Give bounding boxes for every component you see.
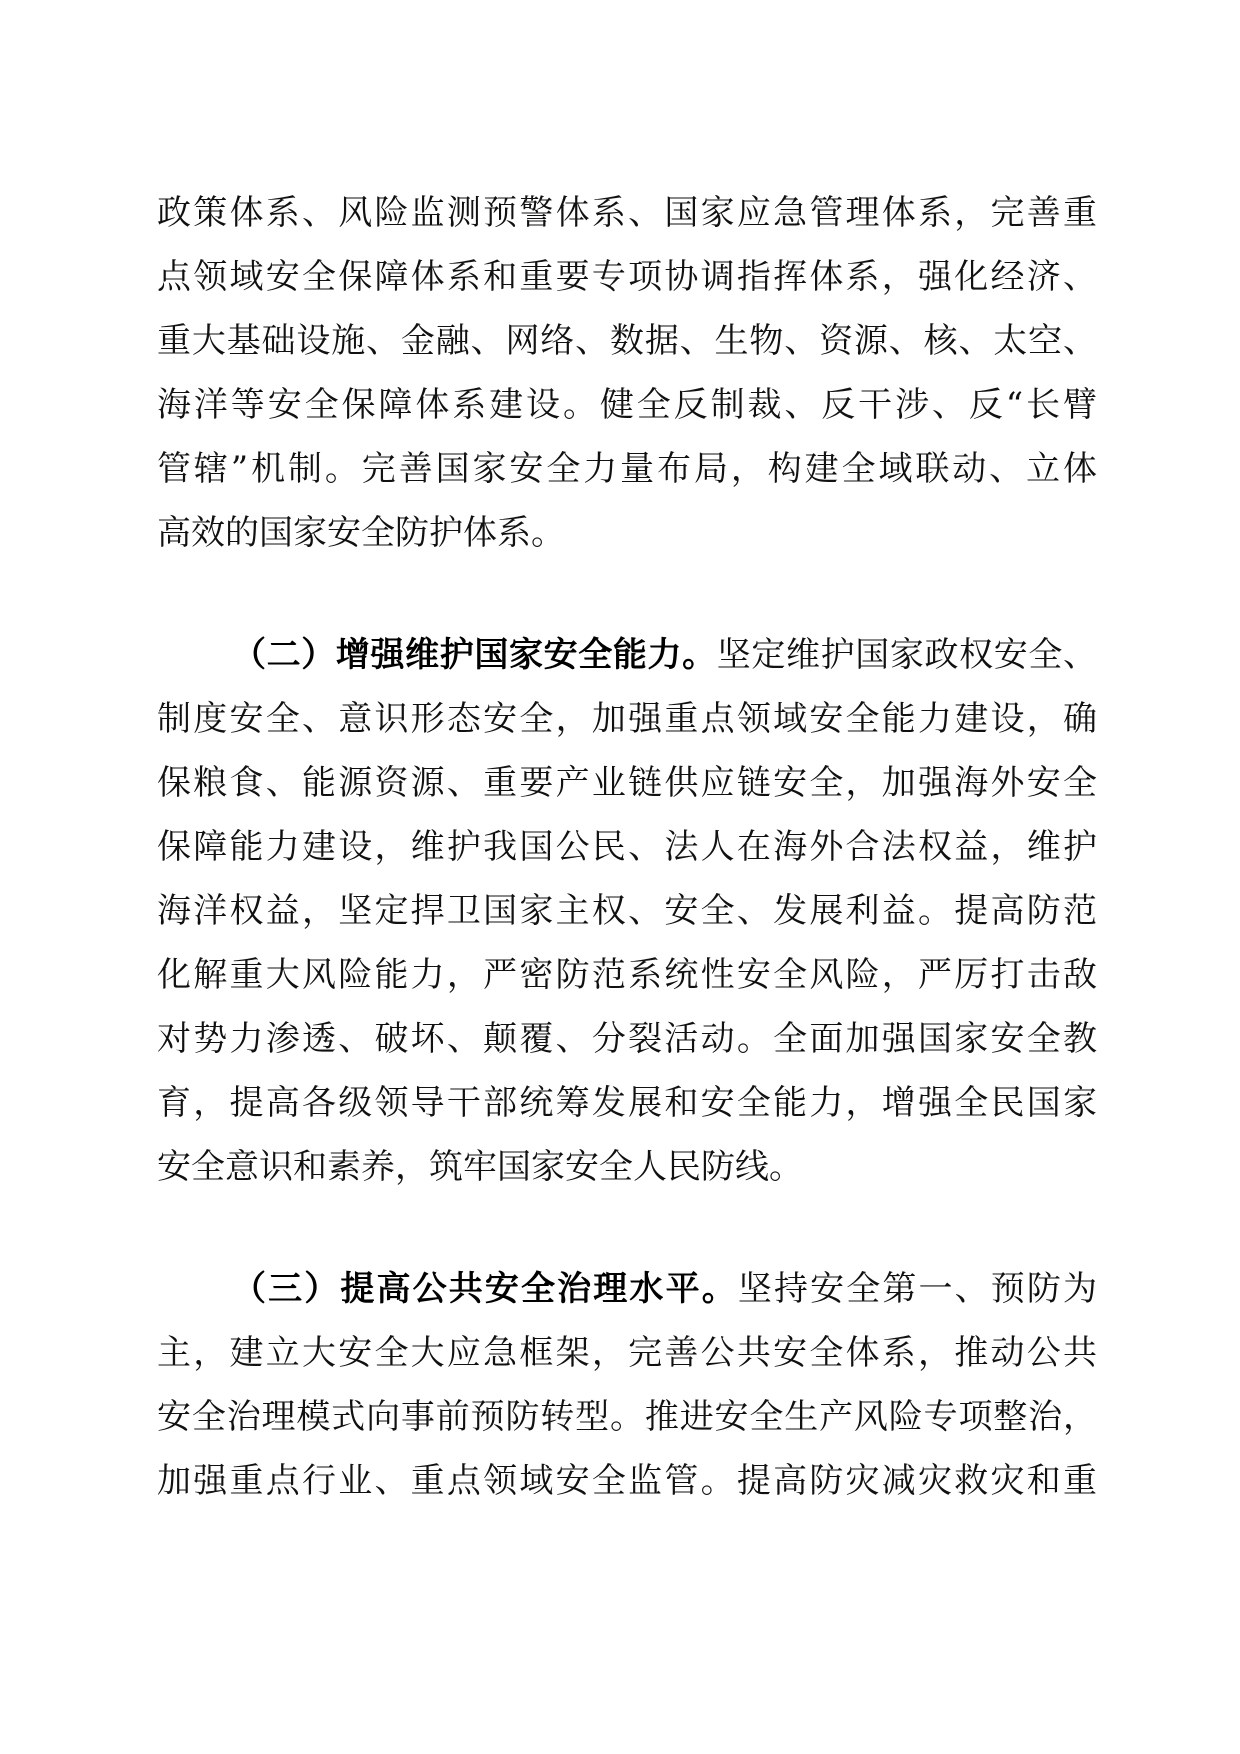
paragraph-line: 保障能力建设，维护我国公民、法人在海外合法权益，维护 <box>157 827 1097 867</box>
section-heading-line <box>232 1259 1097 1319</box>
paragraph-line: 海洋等安全保障体系建设。健全反制裁、反干涉、反“长臂 <box>157 385 1097 425</box>
paragraph-line: 制度安全、意识形态安全，加强重点领域安全能力建设，确 <box>157 699 1097 739</box>
heading-line-text: 坚定维护国家政权安全、 <box>716 635 1097 675</box>
paragraph-line: 安全意识和素养，筑牢国家安全人民防线。 <box>157 1147 803 1187</box>
paragraph-line: 管辖”机制。完善国家安全力量布局，构建全域联动、立体 <box>157 449 1097 489</box>
paragraph-line: 点领域安全保障体系和重要专项协调指挥体系，强化经济、 <box>157 257 1097 297</box>
paragraph-line: 政策体系、风险监测预警体系、国家应急管理体系，完善重 <box>157 193 1097 233</box>
section-heading: （二）增强维护国家安全能力。 <box>232 635 717 675</box>
paragraph-line: 对势力渗透、破坏、颠覆、分裂活动。全面加强国家安全教 <box>157 1019 1097 1059</box>
paragraph-line: 高效的国家安全防护体系。 <box>157 513 565 553</box>
section-heading: （三）提高公共安全治理水平。 <box>232 1269 738 1309</box>
paragraph-line: 重大基础设施、金融、网络、数据、生物、资源、核、太空、 <box>157 321 1097 361</box>
paragraph-line: 化解重大风险能力，严密防范系统性安全风险，严厉打击敌 <box>157 955 1097 995</box>
paragraph-line: 保粮食、能源资源、重要产业链供应链安全，加强海外安全 <box>157 763 1097 803</box>
section-heading-line <box>232 625 1097 685</box>
paragraph-line: 安全治理模式向事前预防转型。推进安全生产风险专项整治， <box>157 1397 1097 1437</box>
paragraph-line: 海洋权益，坚定捍卫国家主权、安全、发展利益。提高防范 <box>157 891 1097 931</box>
paragraph-line: 主，建立大安全大应急框架，完善公共安全体系，推动公共 <box>157 1333 1097 1373</box>
heading-line-text: 坚持安全第一、预防为 <box>737 1269 1098 1309</box>
paragraph-line: 加强重点行业、重点领域安全监管。提高防灾减灾救灾和重 <box>157 1461 1097 1501</box>
paragraph-line: 育，提高各级领导干部统筹发展和安全能力，增强全民国家 <box>157 1083 1097 1123</box>
